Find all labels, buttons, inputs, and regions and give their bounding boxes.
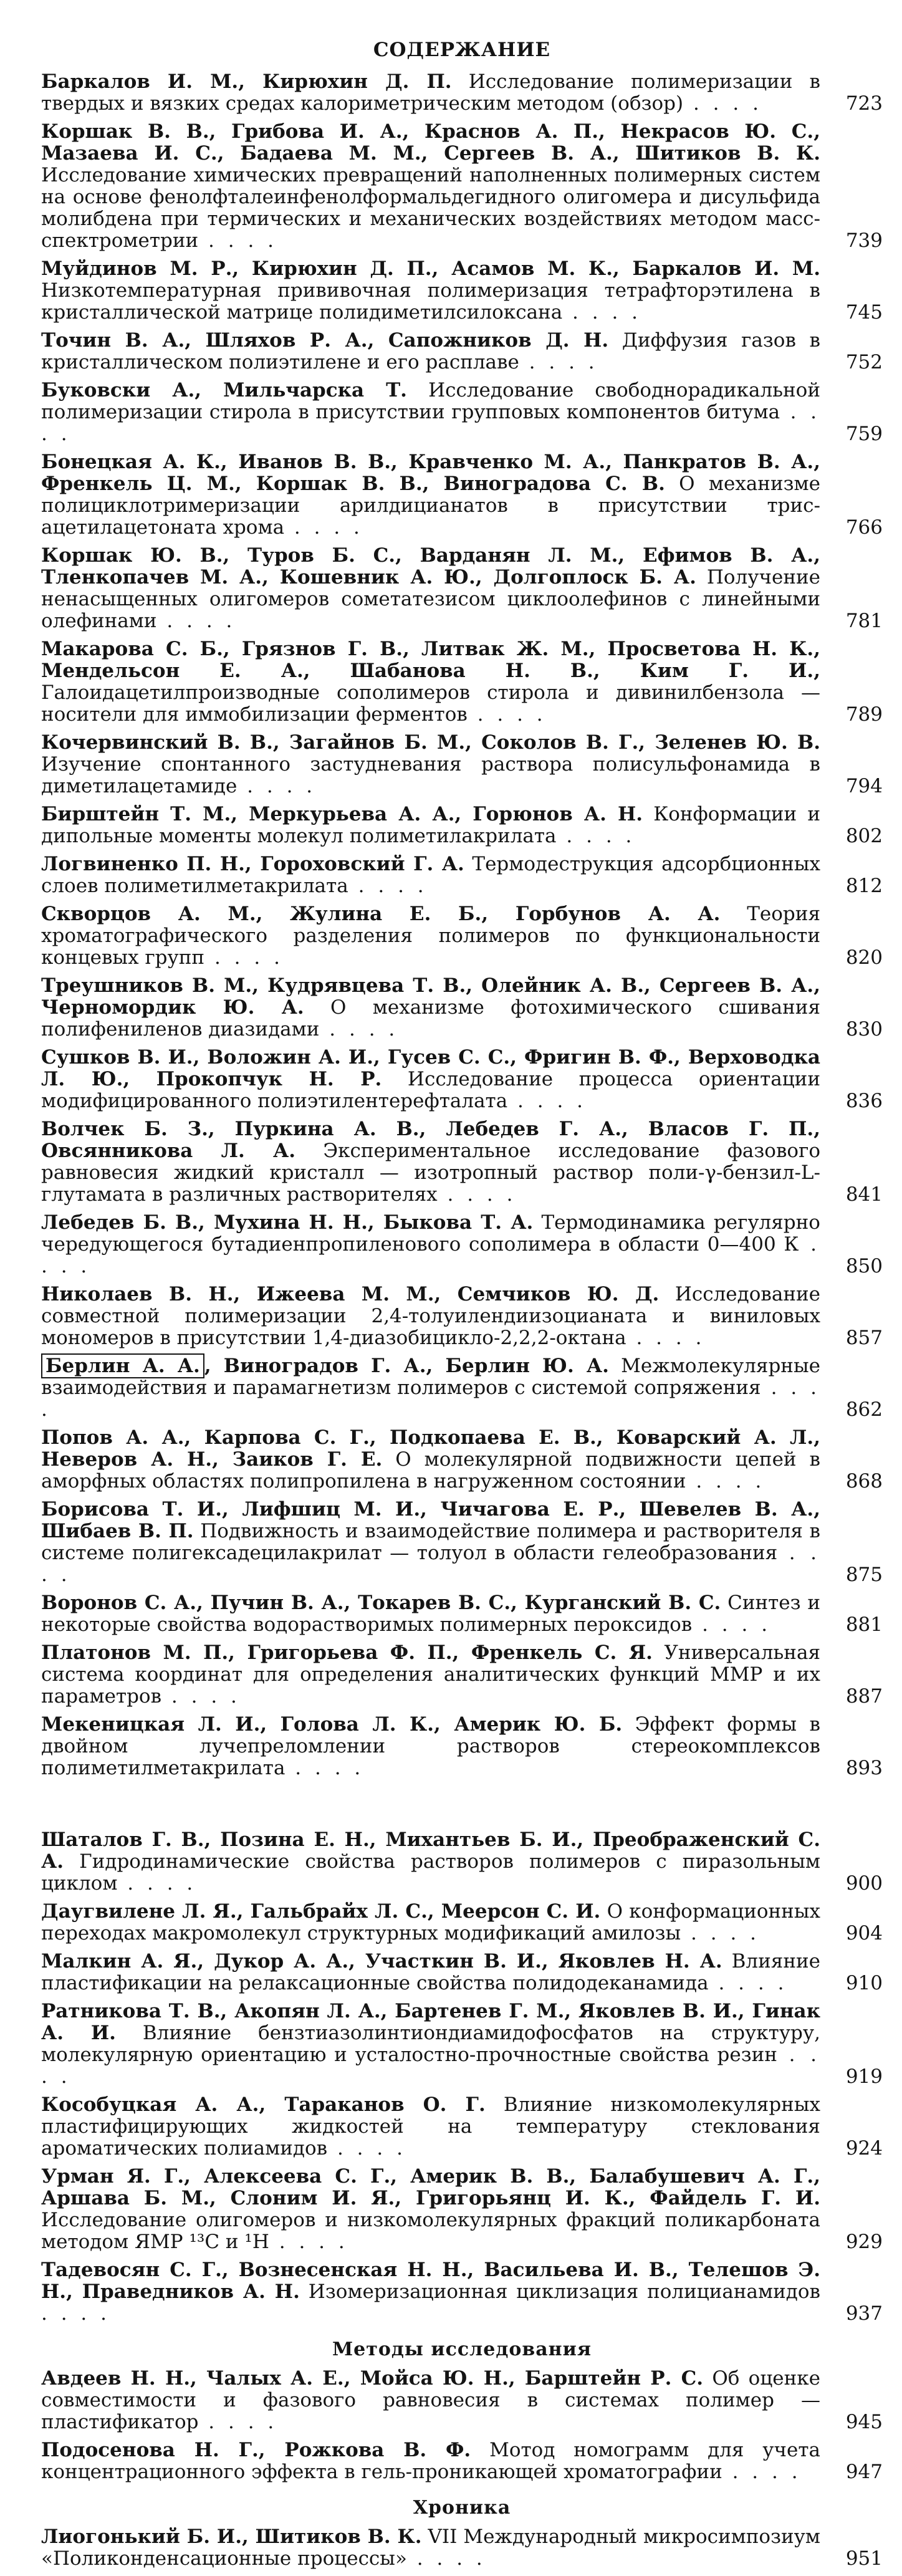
contents-page [41, 39, 883, 2576]
toc-entry-authors: Точин В. А., Шляхов Р. А., Сапожников Д. Н. [41, 329, 609, 352]
toc-entry-authors: Кочервинский В. В., Загайнов Б. М., Соколов В. Г., Зеленев Ю. В. [41, 731, 820, 754]
toc-entry[interactable] [41, 1284, 883, 1349]
toc-entry[interactable] [41, 853, 883, 897]
toc-entry-page-number: 850 [845, 1255, 883, 1277]
section-title: Хроника [413, 2497, 511, 2519]
toc-entry-page-number: 781 [845, 610, 883, 632]
toc-entry-page-number: 789 [845, 703, 883, 726]
toc-entry-leader: . . . . [285, 1757, 365, 1779]
toc-entry-text [41, 380, 820, 445]
toc-entry-title: Гидродинамические свойства растворов полимеров с пиразольным циклом [41, 1850, 820, 1895]
toc-entry-authors: Малкин А. Я., Дукор А. А., Участкин В. И., Яковлев Н. А. [41, 1950, 722, 1973]
toc-entry-authors: Баркалов И. М., Кирюхин Д. П. [41, 70, 452, 93]
toc-entry-authors: Урман Я. Г., Алексеева С. Г., Америк В. В., Балабушевич А. Г., Аршава Б. М., Слоним И. Я., Григорьянц И. К., Файдель Г. И. [41, 2165, 820, 2209]
toc-entry-title: Получение ненасыщенных олигомеров сометатезисом циклоолефинов с линейными олефинами [41, 566, 820, 632]
toc-entry-title: Теория хроматографического разделения полимеров по функциональности концевых групп [41, 903, 820, 969]
toc-entry[interactable] [41, 638, 883, 726]
toc-entry[interactable] [41, 258, 883, 324]
toc-entry-text [41, 2368, 820, 2433]
page-title: СОДЕРЖАНИЕ [373, 39, 551, 61]
toc-entry[interactable] [41, 2259, 883, 2325]
toc-entry-text [41, 853, 820, 897]
toc-entry-title: Исследование химических превращений наполненных полимерных систем на основе фенолфталеинфенолформальдегидного олигомера и дисульфида молибдена при термических и механических воздействиях методом масс-спектрометрии [41, 164, 820, 252]
toc-entry[interactable] [41, 545, 883, 632]
toc-entry-page-number: 820 [845, 946, 883, 969]
toc-entry-page-number: 929 [845, 2231, 883, 2253]
toc-entry-leader: . . . . [156, 610, 236, 632]
toc-entry-page-number: 794 [845, 775, 883, 797]
toc-entry-authors: Скворцов А. М., Жулина Е. Б., Горбунов А. А. [41, 903, 721, 925]
contents-list [41, 71, 883, 2570]
toc-entry-page-number: 857 [845, 1327, 883, 1349]
toc-entry[interactable] [41, 1642, 883, 1708]
toc-entry-page-number: 947 [845, 2461, 883, 2483]
toc-entry[interactable] [41, 975, 883, 1040]
toc-entry-leader: . . . . [117, 1872, 197, 1895]
toc-entry-page-number: 868 [845, 1470, 883, 1492]
toc-entry-text [41, 121, 820, 252]
toc-entry-leader: . . . . [269, 2231, 348, 2253]
toc-entry[interactable] [41, 380, 883, 445]
toc-entry[interactable] [41, 732, 883, 797]
toc-entry-leader: . . . . [198, 2411, 278, 2433]
toc-entry-page-number: 924 [845, 2137, 883, 2160]
contents-group [41, 1785, 883, 2325]
toc-entry[interactable] [41, 2166, 883, 2253]
toc-entry-page-number: 841 [845, 1183, 883, 1206]
toc-entry-leader: . . . . [626, 1327, 706, 1349]
toc-entry-text [41, 903, 820, 969]
toc-entry-text [41, 2001, 820, 2088]
toc-entry-leader: . . . . [41, 2044, 820, 2088]
toc-entry-text [41, 1355, 820, 1421]
toc-entry[interactable] [41, 1427, 883, 1492]
toc-entry-leader: . . . . [437, 1183, 517, 1206]
toc-entry-authors: Лиогонький Б. И., Шитиков В. К. [41, 2526, 422, 2548]
toc-entry-leader: . . . . [237, 775, 317, 797]
toc-entry[interactable] [41, 1951, 883, 1994]
toc-entry-page-number: 893 [845, 1757, 883, 1779]
toc-entry-title: Влияние низкомолекулярных пластифицирующих жидкостей на температуру стеклования ароматических полиамидов [41, 2093, 820, 2160]
toc-entry[interactable] [41, 1212, 883, 1277]
toc-entry-leader: . . . . [406, 2547, 486, 2570]
toc-entry-title: Термодинамика регулярно чередующегося бутадиенпропиленового сополимера в области 0—400 К [41, 1211, 820, 1256]
toc-entry-text [41, 1212, 820, 1277]
toc-entry-authors: Коршак В. В., Грибова И. А., Краснов А. П., Некрасов Ю. С., Мазаева И. С., Бадаева М. М., Сергеев В. А., Шитиков В. К. [41, 120, 820, 165]
toc-entry-title: Термодеструкция адсорбционных слоев полиметилметакрилата [41, 853, 820, 897]
toc-entry-title: Исследование процесса ориентации модифицированного полиэтилентерефталата [41, 1068, 820, 1112]
toc-entry-leader: . . . . [41, 1377, 821, 1421]
toc-entry-text [41, 1284, 820, 1349]
toc-entry-title: Влияние бензтиазолинтиондиамидофосфатов на структуру, молекулярную ориентацию и усталостно-прочностные свойства резин [41, 2022, 820, 2066]
toc-entry[interactable] [41, 451, 883, 539]
toc-entry-leader: . . . . [161, 1685, 241, 1708]
toc-entry-leader: . . . . [348, 875, 428, 897]
toc-entry-authors: Муйдинов М. Р., Кирюхин Д. П., Асамов М. К., Баркалов И. М. [41, 257, 820, 280]
toc-entry-page-number: 759 [845, 423, 883, 445]
toc-entry-title: Диффузия газов в кристаллическом полиэтилене и его расплаве [41, 329, 820, 373]
toc-entry-title: Эффект формы в двойном лучепреломлении растворов стереокомплексов полиметилметакрилата [41, 1713, 821, 1779]
toc-entry-leader: . . . . [284, 516, 363, 539]
toc-entry-text [41, 2094, 820, 2160]
toc-entry-text [41, 1642, 820, 1708]
toc-entry-page-number: 802 [845, 825, 883, 847]
toc-entry-authors: Воронов С. А., Пучин В. А., Токарев В. С., Курганский В. С. [41, 1592, 721, 1614]
toc-entry[interactable] [41, 121, 883, 252]
toc-entry-authors: Ратникова Т. В., Акопян Л. А., Бартенев Г. М., Яковлев В. И., Гинак А. И. [41, 2000, 820, 2044]
toc-entry-page-number: 830 [845, 1018, 883, 1040]
toc-entry[interactable] [41, 71, 883, 115]
toc-entry-title: Исследование свободнорадикальной полимеризации стирола в присутствии групповых компонентов битума [41, 379, 821, 423]
toc-entry-text [41, 1499, 820, 1586]
toc-entry[interactable] [41, 2439, 883, 2483]
toc-entry-title: О механизме фотохимического сшивания полифениленов диазидами [41, 996, 820, 1040]
toc-entry-text [41, 545, 820, 632]
toc-entry-authors: Даугвилене Л. Я., Гальбрайх Л. С., Меерсон С. И. [41, 1900, 601, 1923]
toc-entry-title: О механизме полициклотримеризации арилдицианатов в присутствии трис-ацетилацетоната хрома [41, 473, 820, 539]
toc-entry-authors: Волчек Б. З., Пуркина А. В., Лебедев Г. А., Власов Г. П., Овсянникова Л. А. [41, 1118, 820, 1162]
toc-entry-authors: Шаталов Г. В., Позина Е. Н., Михантьев Б. И., Преображенский С. А. [41, 1829, 820, 1873]
section-title: Методы исследования [332, 2338, 592, 2360]
toc-entry[interactable] [41, 1118, 883, 1206]
toc-entry-title: Универсальная система координат для определения аналитических функций ММР и их параметров [41, 1641, 820, 1708]
toc-entry-page-number: 881 [845, 1613, 883, 1636]
toc-entry-page-number: 910 [845, 1972, 883, 1994]
toc-entry-text [41, 2439, 820, 2483]
toc-entry[interactable] [41, 1355, 883, 1421]
toc-entry-page-number: 951 [845, 2547, 883, 2570]
toc-entry-authors: Логвиненко П. Н., Гороховский Г. А. [41, 853, 464, 875]
toc-entry-text [41, 71, 820, 115]
toc-entry-title: Низкотемпературная прививочная полимеризация тетрафторэтилена в кристаллической матрице полидиметилсилоксана [41, 279, 820, 324]
toc-entry-page-number: 887 [845, 1685, 883, 1708]
toc-entry-leader: . . . . [41, 401, 820, 445]
toc-entry-title: Изучение спонтанного застудневания раствора полисульфонамида в диметилацетамиде [41, 753, 820, 797]
toc-entry-leader: . . . . [562, 301, 642, 324]
toc-entry-title: Влияние пластификации на релаксационные свойства полидодеканамида [41, 1950, 821, 1994]
toc-entry[interactable] [41, 1901, 883, 1944]
toc-entry-authors: Буковски А., Мильчарска Т. [41, 379, 407, 401]
toc-entry-text [41, 804, 820, 847]
toc-entry-text [41, 2259, 820, 2325]
toc-entry-text [41, 258, 820, 324]
toc-entry-text [41, 330, 820, 373]
toc-entry-leader: . . . . [692, 1613, 772, 1636]
toc-entry-text [41, 1714, 820, 1779]
toc-entry-page-number: 862 [845, 1398, 883, 1421]
toc-entry-title: Экспериментальное исследование фазового равновесия жидкий кристалл — изотропный раствор поли-γ-бензил-L-глутамата в различных растворителях [41, 1140, 820, 1206]
contents-group [41, 2338, 883, 2483]
toc-entry-leader: . . . . [319, 1018, 399, 1040]
toc-entry[interactable] [41, 1829, 883, 1895]
toc-entry-title: Исследование совместной полимеризации 2,4-толуилендиизоцианата и виниловых мономеров в присутствии 1,4-диазобицикло-2,2,2-октана [41, 1283, 821, 1349]
toc-entry-text [41, 732, 820, 797]
toc-entry-authors: Бонецкая А. К., Иванов В. В., Кравченко М. А., Панкратов В. А., Френкель Ц. М., Коршак В. В., Виноградова С. В. [41, 451, 820, 495]
toc-entry-title: Исследование олигомеров и низкомолекулярных фракций поликарбоната методом ЯМР ¹³C и ¹H [41, 2209, 820, 2253]
toc-entry-page-number: 836 [845, 1090, 883, 1112]
toc-entry-authors: Тадевосян С. Г., Вознесенская Н. Н., Васильева И. В., Телешов Э. Н., Праведников А. Н. [41, 2259, 820, 2303]
toc-entry-title: Межмолекулярные взаимодействия и парамагнетизм полимеров с системой сопряжения [41, 1355, 820, 1399]
toc-entry-title: Об оценке совместимости и фазового равновесия в системах полимер — пластификатор [41, 2367, 821, 2433]
toc-entry-text [41, 451, 820, 539]
toc-entry-title: О молекулярной подвижности цепей в аморфных областях полипропилена в нагруженном состоянии [41, 1448, 820, 1492]
toc-entry-page-number: 766 [845, 516, 883, 539]
toc-entry-authors: , Виноградов Г. А., Берлин Ю. А. [204, 1355, 609, 1377]
toc-entry-title: Подвижность и взаимодействие полимера и растворителя в системе полигексадецилакрилат — толуол в области гелеобразования [41, 1520, 820, 1564]
toc-entry-text [41, 1118, 820, 1206]
toc-entry-page-number: 904 [845, 1922, 883, 1944]
toc-entry[interactable] [41, 1499, 883, 1586]
toc-entry-title: Изомеризационная циклизация полицианамидов [308, 2280, 820, 2303]
toc-entry-authors: Макарова С. Б., Грязнов Г. В., Литвак Ж. М., Просветова Н. К., Мендельсон Е. А., Шабанова Н. В., Ким Г. И., [41, 638, 820, 682]
toc-entry-authors: Попов А. А., Карпова С. Г., Подкопаева Е. В., Коварский А. Л., Неверов А. Н., Заиков Г. Е. [41, 1426, 820, 1471]
toc-entry[interactable] [41, 903, 883, 969]
toc-entry-page-number: 745 [845, 301, 883, 324]
toc-entry-title: VII Международный микросимпозиум «Поликонденсационные процессы» [41, 2526, 821, 2570]
toc-entry-leader: . . . . [41, 1233, 820, 1277]
toc-entry[interactable] [41, 1592, 883, 1636]
toc-entry-leader: . . . . [681, 1922, 760, 1944]
toc-entry-leader: . . . . [683, 92, 762, 115]
toc-entry[interactable] [41, 330, 883, 373]
toc-entry-leader: . . . . [686, 1470, 765, 1492]
toc-entry-leader: . . . . [556, 825, 636, 847]
toc-entry-leader: . . . . [41, 1542, 820, 1586]
toc-entry-authors: Сушков В. И., Воложин А. И., Гусев С. С., Фригин В. Ф., Верховодка Л. Ю., Прокопчук Н. Р. [41, 1046, 820, 1090]
toc-entry-leader: . . . . [467, 703, 547, 726]
toc-entry-page-number: 937 [845, 2302, 883, 2325]
toc-entry-leader: . . . . [507, 1090, 587, 1112]
toc-entry[interactable] [41, 2368, 883, 2433]
contents-group [41, 2497, 883, 2570]
toc-entry-text [41, 975, 820, 1040]
toc-entry-leader: . . . . [327, 2137, 406, 2160]
toc-entry-leader: . . . . [41, 2302, 110, 2325]
toc-entry[interactable] [41, 1714, 883, 1779]
toc-entry[interactable] [41, 2094, 883, 2160]
toc-entry-authors: Кособуцкая А. А., Тараканов О. Г. [41, 2093, 486, 2116]
toc-entry-title: О конформационных переходах макромолекул структурных модификаций амилозы [41, 1900, 820, 1944]
toc-entry-authors: Мекеницкая Л. И., Голова Л. К., Америк Ю. Б. [41, 1713, 623, 1736]
toc-entry-text [41, 1592, 820, 1636]
toc-entry-text [41, 2166, 820, 2253]
toc-entry-title: Синтез и некоторые свойства водорастворимых полимерных пероксидов [41, 1592, 820, 1636]
toc-entry-authors: Авдеев Н. Н., Чалых А. Е., Мойса Ю. Н., Барштейн Р. С. [41, 2367, 704, 2390]
toc-entry[interactable] [41, 2001, 883, 2088]
toc-entry-page-number: 812 [845, 875, 883, 897]
toc-entry-title: Конформации и дипольные моменты молекул полиметилакрилата [41, 803, 820, 847]
toc-entry-page-number: 900 [845, 1872, 883, 1895]
toc-entry-text [41, 1829, 820, 1895]
toc-entry-authors: Лебедев Б. В., Мухина Н. Н., Быкова Т. А. [41, 1211, 534, 1234]
group-spacer [41, 1785, 883, 1829]
toc-entry-leader: . . . . [198, 229, 278, 252]
toc-entry-leader: . . . . [722, 2461, 802, 2483]
toc-entry-authors: Треушников В. М., Кудрявцева Т. В., Олейник А. В., Сергеев В. А., Черномордик Ю. А. [41, 974, 820, 1019]
toc-entry-text [41, 1951, 820, 1994]
toc-entry-authors: Борисова Т. И., Лифшиц М. И., Чичагова Е. Р., Шевелев В. А., Шибаев В. П. [41, 1498, 820, 1542]
toc-entry[interactable] [41, 2526, 883, 2570]
toc-entry-leader: . . . . [519, 351, 598, 373]
contents-group [41, 71, 883, 1779]
toc-entry-boxed-author: Берлин А. А. [41, 1353, 204, 1378]
toc-entry-title: Галоидацетилпроизводные сополимеров стирола и дивинилбензола — носители для иммобилизации ферментов [41, 681, 820, 726]
toc-entry-text [41, 1047, 820, 1112]
toc-entry-leader: . . . . [708, 1972, 788, 1994]
toc-entry[interactable] [41, 804, 883, 847]
toc-entry-page-number: 945 [845, 2411, 883, 2433]
toc-entry-authors: Платонов М. П., Григорьева Ф. П., Френкель С. Я. [41, 1641, 653, 1664]
toc-entry-page-number: 875 [845, 1564, 883, 1586]
toc-entry[interactable] [41, 1047, 883, 1112]
toc-entry-page-number: 919 [845, 2065, 883, 2088]
toc-entry-page-number: 752 [845, 351, 883, 373]
toc-entry-title: Исследование полимеризации в твердых и вязких средах калориметрическим методом (обзор) [41, 70, 820, 115]
toc-entry-leader: . . . . [204, 946, 284, 969]
toc-entry-text [41, 2526, 820, 2570]
toc-entry-text [41, 1901, 820, 1944]
toc-entry-title: Мотод номограмм для учета концентрационного эффекта в гель-проникающей хроматографии [41, 2439, 821, 2483]
toc-entry-authors: Коршак Ю. В., Туров Б. С., Варданян Л. М., Ефимов В. А., Тленкопачев М. А., Кошевник А. Ю., Долгоплоск Б. А. [41, 544, 820, 589]
toc-entry-text [41, 638, 820, 726]
toc-entry-page-number: 739 [845, 229, 883, 252]
toc-entry-authors: Бирштейн Т. М., Меркурьева А. А., Горюнов А. Н. [41, 803, 643, 825]
toc-entry-page-number: 723 [845, 92, 883, 115]
toc-entry-authors: Николаев В. Н., Ижеева М. М., Семчиков Ю. Д. [41, 1283, 660, 1305]
toc-entry-text [41, 1427, 820, 1492]
toc-entry-authors: Подосенова Н. Г., Рожкова В. Ф. [41, 2439, 471, 2461]
